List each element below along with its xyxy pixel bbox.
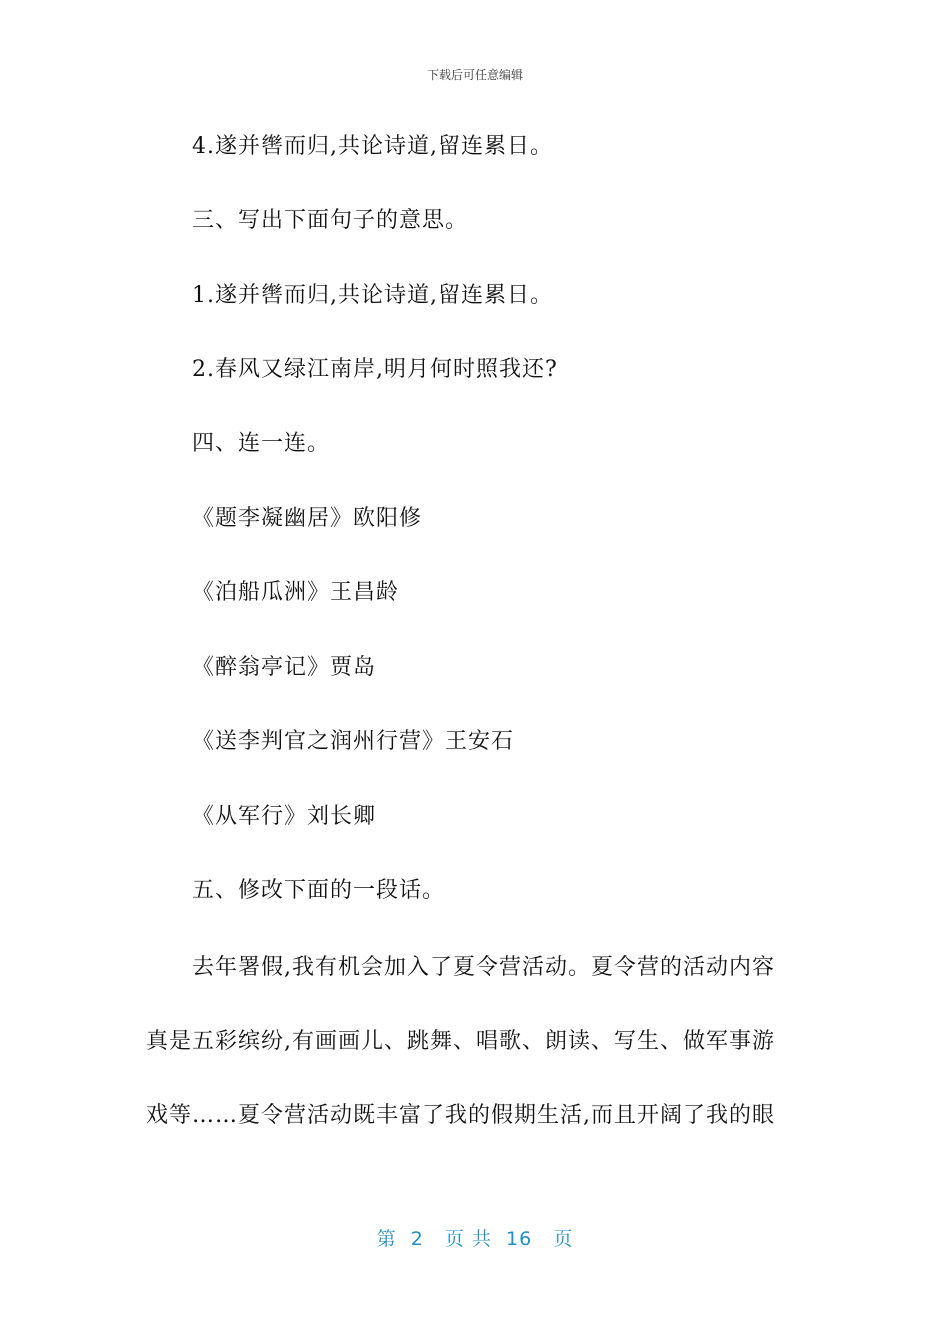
match-item: 《醉翁亭记》贾岛 — [192, 655, 377, 680]
section-heading: 四、连一连。 — [192, 431, 331, 456]
text-line: 1.遂并辔而归,共论诗道,留连累日。 — [192, 283, 553, 308]
section-heading: 五、修改下面的一段话。 — [192, 878, 446, 903]
paragraph-line: 去年署假,我有机会加入了夏令营活动。夏令营的活动内容 — [192, 955, 775, 980]
text-line: 2.春风又绿江南岸,明月何时照我还? — [192, 357, 558, 382]
page-number-footer: 第 2 页 共 16 页 — [376, 1228, 574, 1250]
match-item: 《题李凝幽居》欧阳修 — [192, 506, 423, 531]
page-header: 下载后可任意编辑 — [426, 68, 523, 82]
text-line: 4.遂并辔而归,共论诗道,留连累日。 — [192, 134, 553, 159]
paragraph-line: 真是五彩缤纷,有画画儿、跳舞、唱歌、朗读、写生、做军事游 — [146, 1029, 775, 1054]
paragraph-line: 戏等……夏令营活动既丰富了我的假期生活,而且开阔了我的眼 — [146, 1103, 775, 1128]
section-heading: 三、写出下面句子的意思。 — [192, 208, 469, 233]
match-item: 《泊船瓜洲》王昌龄 — [192, 580, 400, 605]
match-item: 《从军行》刘长卿 — [192, 804, 377, 829]
match-item: 《送李判官之润州行营》王安石 — [192, 729, 515, 754]
